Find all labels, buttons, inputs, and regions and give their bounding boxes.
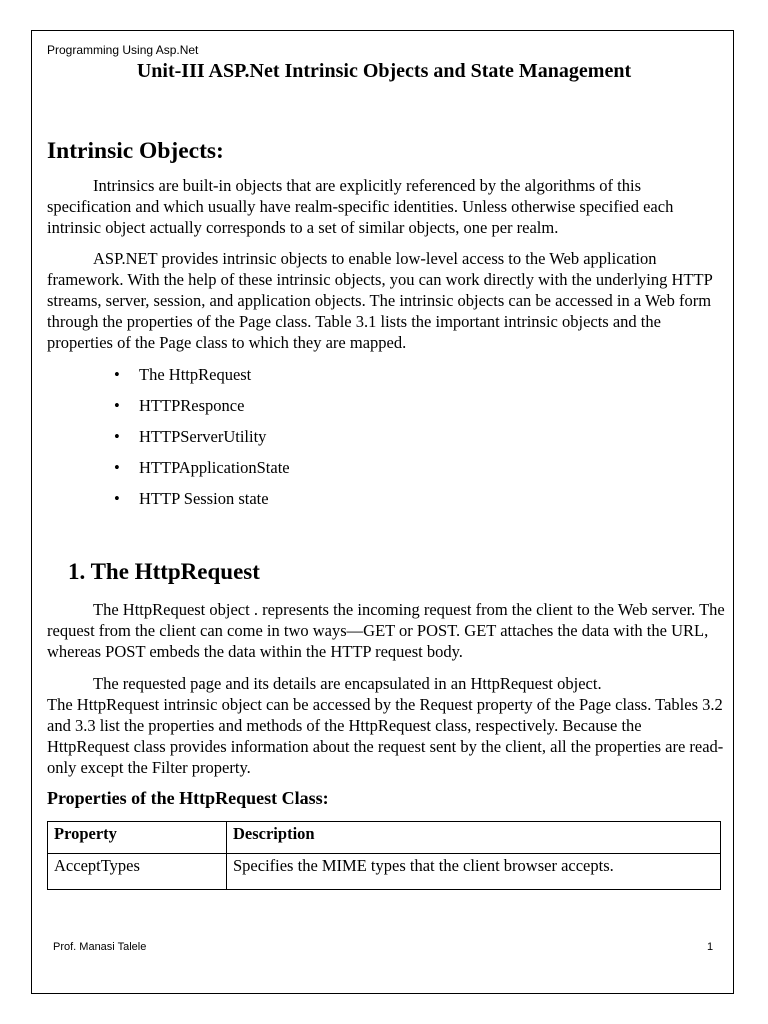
unit-title: Unit-III ASP.Net Intrinsic Objects and State Management: [136, 60, 632, 82]
httprequest-details-first-line: The requested page and its details are encapsulated in an HttpRequest object.: [93, 674, 602, 693]
bullet-icon: •: [114, 458, 120, 477]
httprequest-details-paragraph: [47, 673, 727, 778]
list-item: • HTTPApplicationState: [114, 458, 290, 477]
properties-table-heading: Properties of the HttpRequest Class:: [47, 788, 329, 808]
course-header: Programming Using Asp.Net: [47, 43, 199, 57]
bullet-icon: •: [114, 396, 120, 415]
bullet-icon: •: [114, 427, 120, 446]
list-item: • HTTPResponce: [114, 396, 245, 415]
bullet-icon: •: [114, 489, 120, 508]
section-heading-httprequest: 1. The HttpRequest: [68, 559, 260, 584]
intrinsics-paragraph: Intrinsics are built-in objects that are explicitly referenced by the algorithms of this specification and which usually have realm-specific identities. Unless otherwise specified each intrinsic object actually corresponds to a set of similar objects, one per realm.: [47, 176, 674, 237]
list-item: • HTTPServerUtility: [114, 427, 267, 446]
httprequest-intro-paragraph: The HttpRequest object . represents the incoming request from the client to the Web server. The request from the client can come in two ways—GET or POST. GET attaches the data with the URL, whereas POST embeds the data within the HTTP request body.: [47, 600, 725, 661]
table-header-cell: Property: [48, 822, 227, 854]
table-header-row: [48, 822, 721, 854]
table-cell: Specifies the MIME types that the client browser accepts.: [227, 854, 721, 890]
table-header-cell: Description: [227, 822, 721, 854]
httprequest-details-rest: The HttpRequest intrinsic object can be accessed by the Request property of the Page class. Tables 3.2 and 3.3 list the properties and methods of the HttpRequest class, respectively. Because the HttpRequest class provides information about the request sent by the client, all the properties are read-only except the Filter property.: [47, 695, 724, 777]
bullet-icon: •: [114, 365, 120, 384]
list-item: • The HttpRequest: [114, 365, 252, 384]
section-heading-intrinsic-objects: Intrinsic Objects:: [47, 138, 224, 164]
intrinsic-objects-list: [114, 364, 290, 519]
aspnet-paragraph: ASP.NET provides intrinsic objects to enable low-level access to the Web application framework. With the help of these intrinsic objects, you can work directly with the underlying HTTP streams, server, session, and application objects. The intrinsic objects can be accessed in a Web form through the properties of the Page class. Table 3.1 lists the important intrinsic objects and the properties of the Page class to which they are mapped.: [47, 249, 713, 352]
list-item: • HTTP Session state: [114, 489, 269, 508]
properties-table: [47, 821, 721, 890]
page-number: 1: [707, 941, 714, 953]
table-row: [48, 854, 721, 890]
footer-author: Prof. Manasi Talele: [53, 941, 147, 953]
table-cell: AcceptTypes: [48, 854, 227, 890]
